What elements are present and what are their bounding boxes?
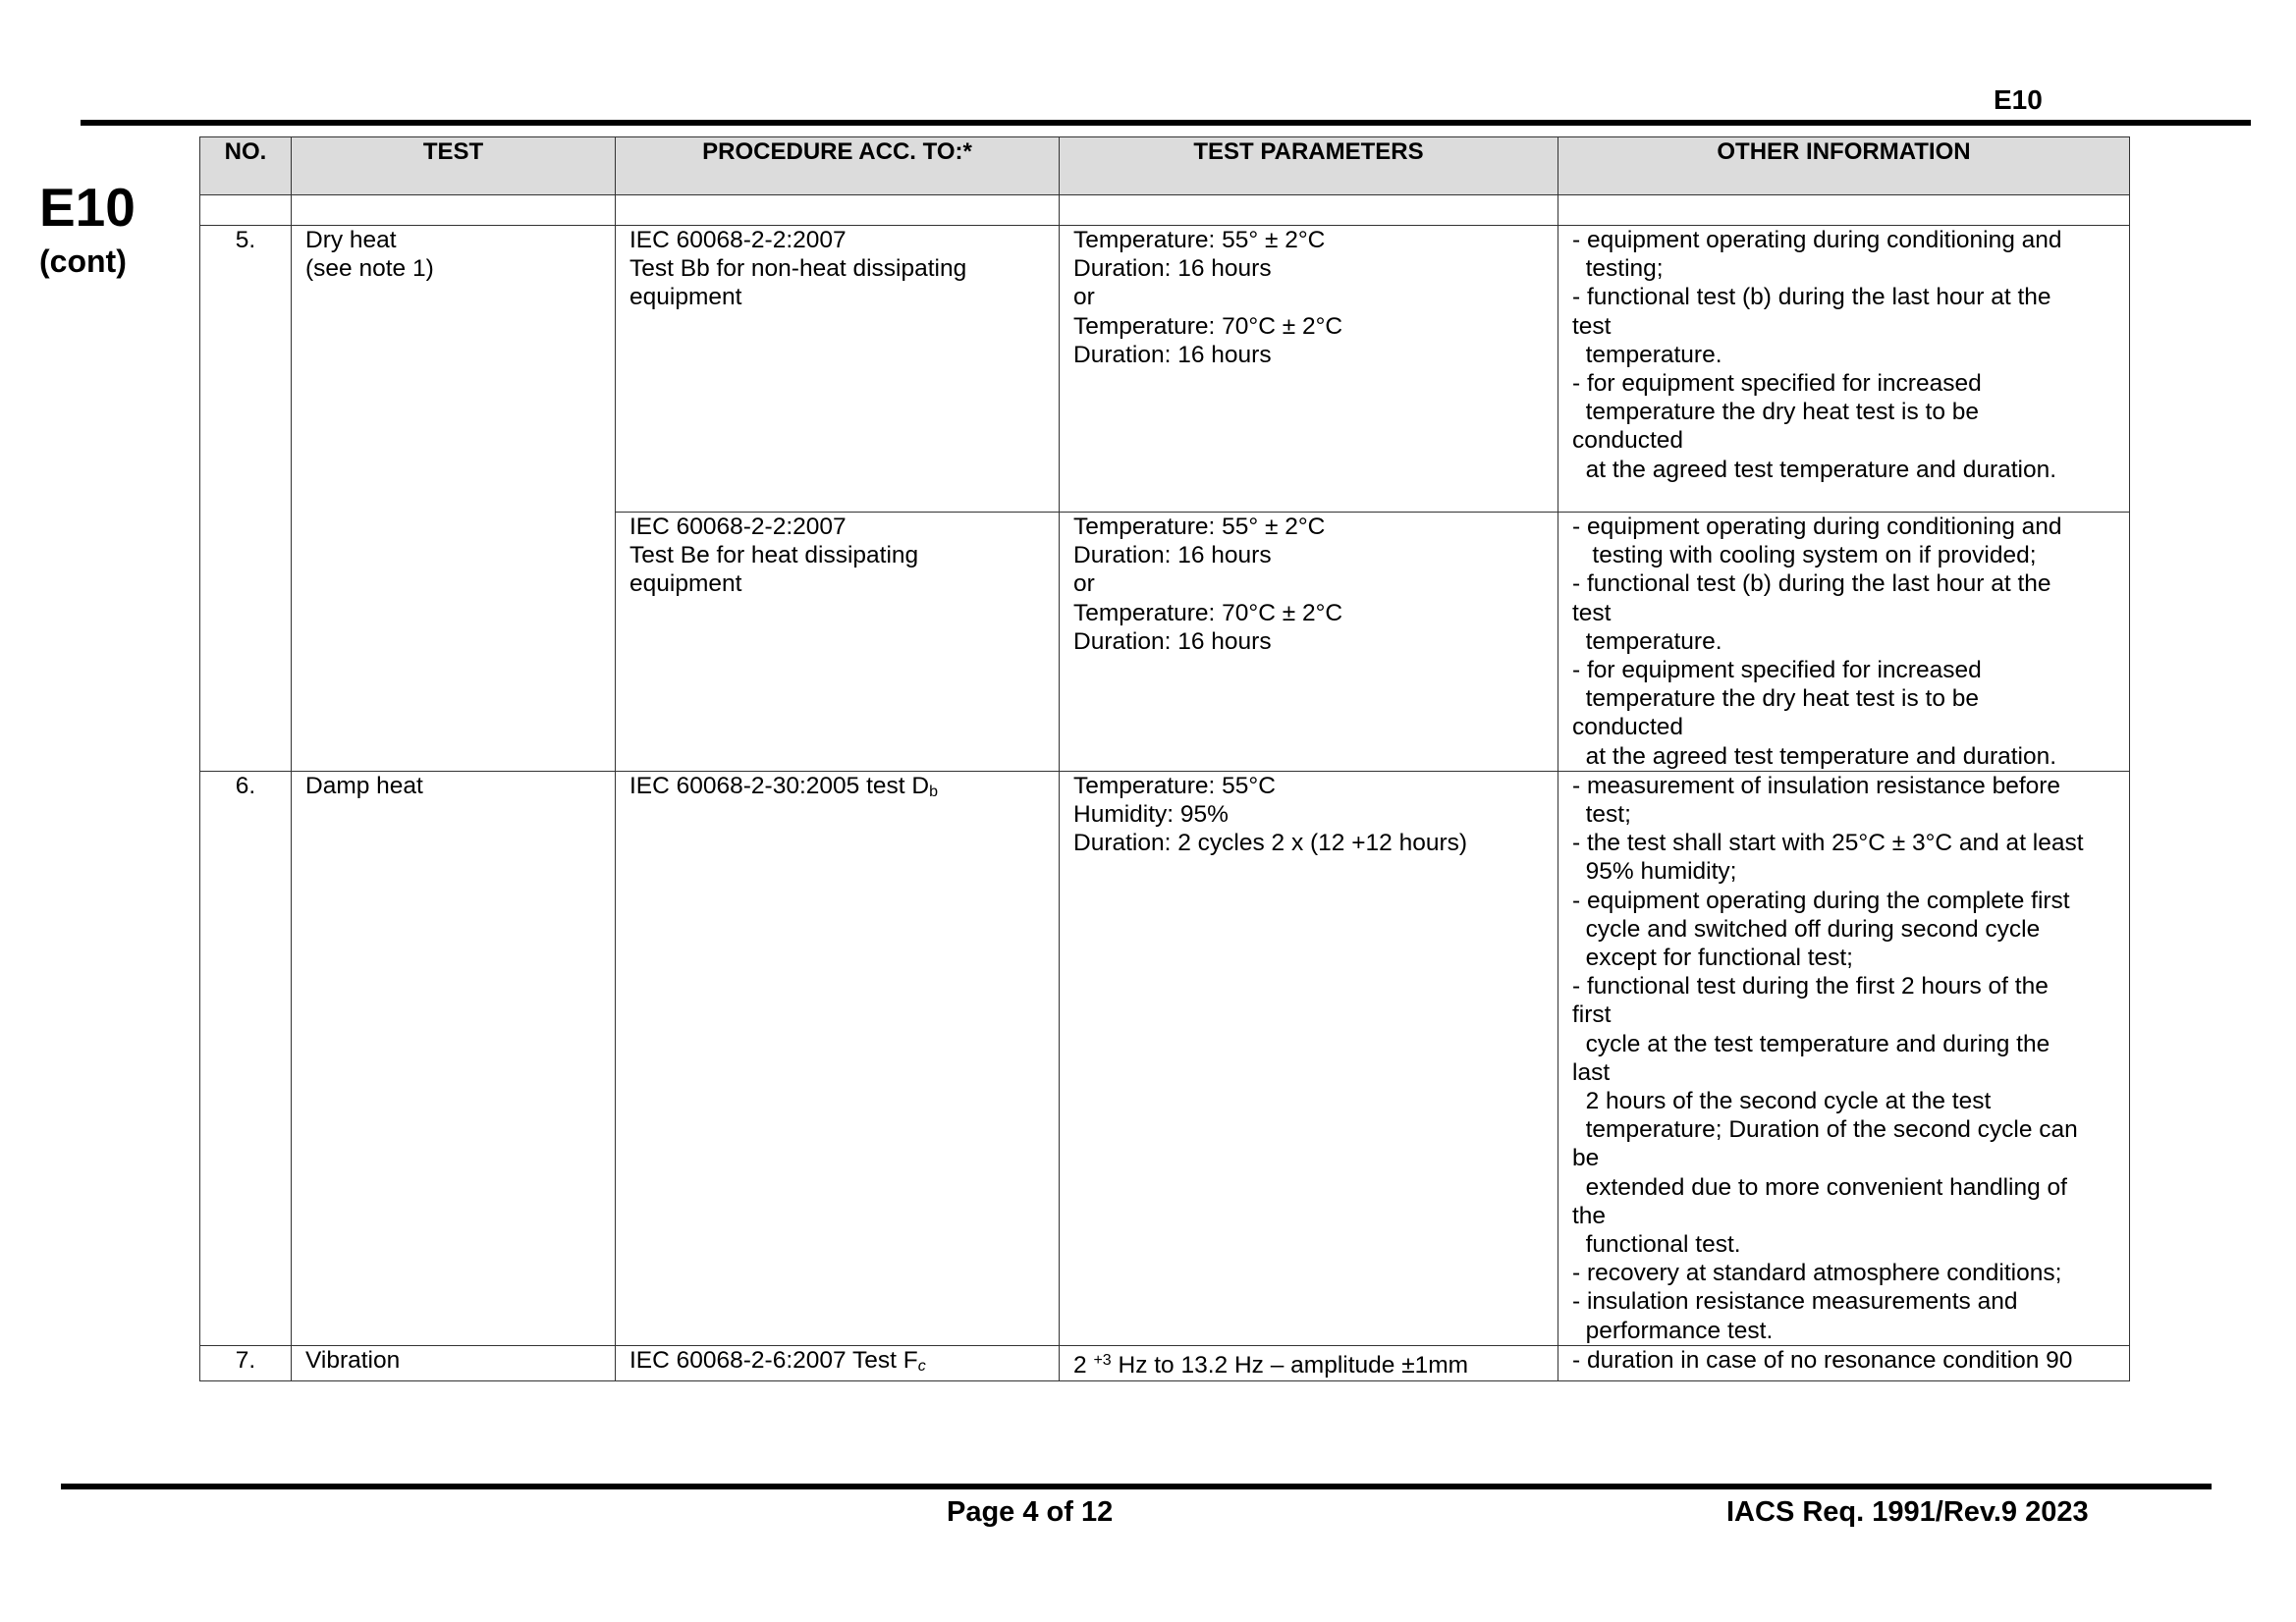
table-spacer-row xyxy=(200,195,2130,226)
row-5b-other-info: - equipment operating during conditioning and testing with cooling system on if provided; - functional test (b) during the last hour at the test temperature. - for equipment specified for increased temperature the dry heat test is to be conducted at the agreed test temperature and duration. xyxy=(1558,513,2130,772)
row-6-parameters: Temperature: 55°C Humidity: 95% Duration: 2 cycles 2 x (12 +12 hours) xyxy=(1060,771,1558,1345)
test-table xyxy=(199,136,2130,1381)
column-header-test: TEST xyxy=(292,137,616,195)
row-6-no: 6. xyxy=(200,771,292,1345)
row-5a-procedure: IEC 60068-2-2:2007 Test Bb for non-heat dissipating equipment xyxy=(616,226,1060,513)
column-header-other-info: OTHER INFORMATION xyxy=(1558,137,2130,195)
footer-rule xyxy=(61,1484,2212,1489)
header-rule xyxy=(81,120,2251,126)
row-5-test: Dry heat (see note 1) xyxy=(292,226,616,772)
row-6-procedure: IEC 60068-2-30:2005 test $D_b$ xyxy=(616,771,1060,1345)
table-row xyxy=(200,771,2130,1345)
side-document-code: E10 xyxy=(39,177,136,238)
footer-page-number: Page 4 of 12 xyxy=(947,1496,1114,1528)
row-7-other-info: - duration in case of no resonance condition 90 xyxy=(1558,1345,2130,1380)
side-continued-label: (cont) xyxy=(39,243,127,279)
row-5b-parameters: Temperature: 55° ± 2°C Duration: 16 hours or Temperature: 70°C ± 2°C Duration: 16 hours xyxy=(1060,513,1558,772)
column-header-no: NO. xyxy=(200,137,292,195)
row-5b-procedure: IEC 60068-2-2:2007 Test Be for heat dissipating equipment xyxy=(616,513,1060,772)
header-document-code: E10 xyxy=(1994,84,2043,115)
row-5a-other-info: - equipment operating during conditioning and testing; - functional test (b) during the last hour at the test temperature. - for equipment specified for increased temperature the dry heat test is to be conducted at the agreed test temperature and duration. xyxy=(1558,226,2130,513)
row-7-parameters: 2 $^{+3}$ Hz to 13.2 Hz – amplitude ±1mm xyxy=(1060,1345,1558,1380)
row-5a-parameters: Temperature: 55° ± 2°C Duration: 16 hours or Temperature: 70°C ± 2°C Duration: 16 hours xyxy=(1060,226,1558,513)
table-row xyxy=(200,1345,2130,1380)
table-header-row xyxy=(200,137,2130,195)
row-5-no: 5. xyxy=(200,226,292,772)
row-7-procedure: IEC 60068-2-6:2007 Test $F_c$ xyxy=(616,1345,1060,1380)
row-7-no: 7. xyxy=(200,1345,292,1380)
row-6-other-info: - measurement of insulation resistance before test; - the test shall start with 25°C ± 3°C and at least 95% humidity; - equipment operating during the complete first cycle and switched off during second cycle except for functional test; - functional test during the first 2 hours of the first cycle at the test temperature and during the last 2 hours of the second cycle at the test temperature; Duration of the second cycle can be extended due to more convenient handling of the functional test. - recovery at standard atmosphere conditions; - insulation resistance measurements and performance test. xyxy=(1558,771,2130,1345)
column-header-parameters: TEST PARAMETERS xyxy=(1060,137,1558,195)
table-row xyxy=(200,226,2130,513)
column-header-procedure: PROCEDURE ACC. TO:* xyxy=(616,137,1060,195)
footer-requirement-id: IACS Req. 1991/Rev.9 2023 xyxy=(1726,1496,2089,1528)
row-7-test: Vibration xyxy=(292,1345,616,1380)
row-6-test: Damp heat xyxy=(292,771,616,1345)
